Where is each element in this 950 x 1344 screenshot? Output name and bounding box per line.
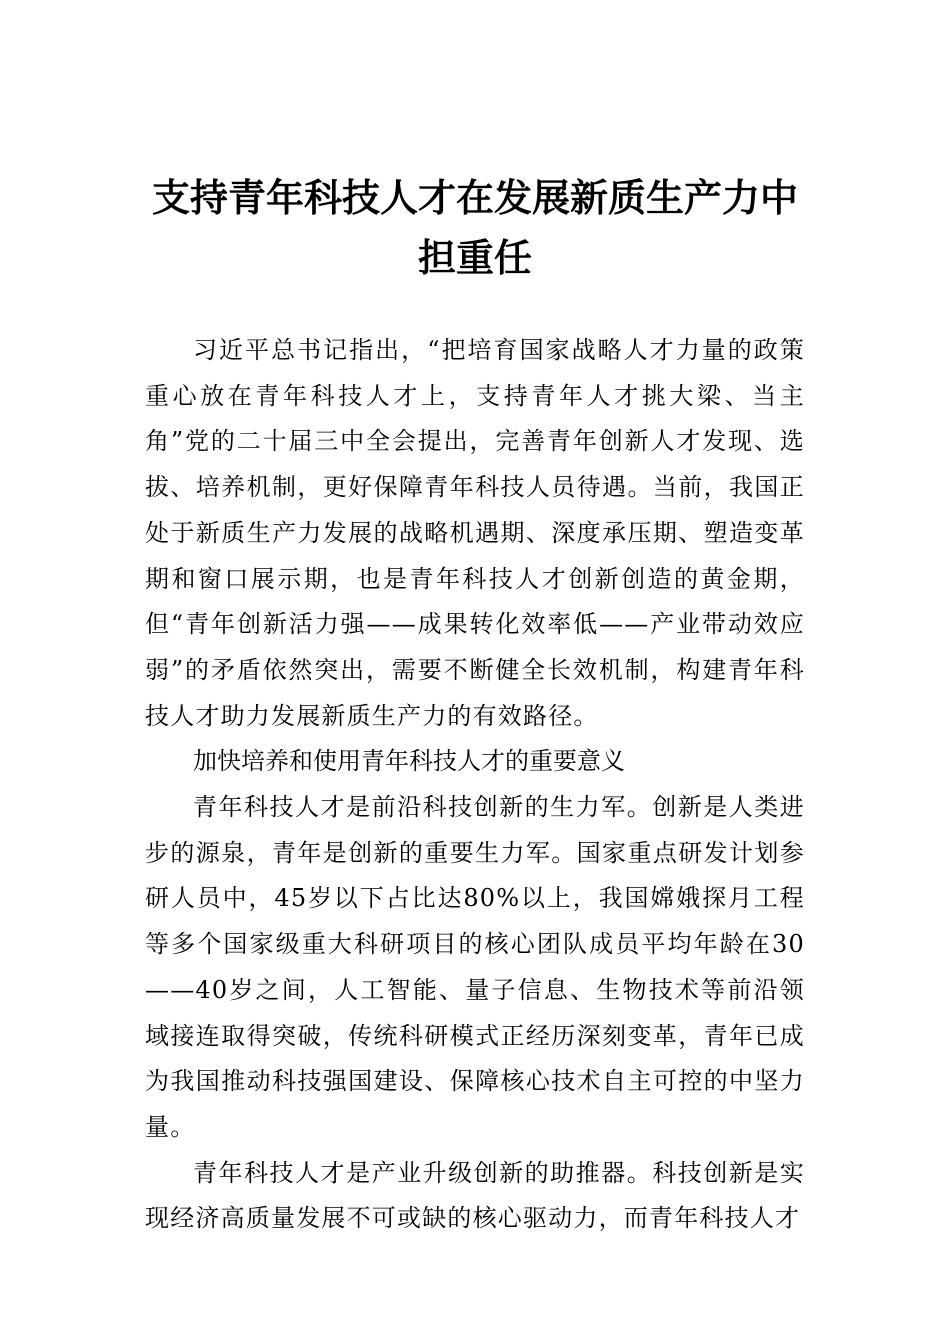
document-title: 支持青年科技人才在发展新质生产力中担重任 [151,175,798,280]
section-heading: 加快培养和使用青年科技人才的重要意义 [193,747,625,776]
paragraph-intro: 习近平总书记指出，“把培育国家战略人才力量的政策重心放在青年科技人才上，支持青年人才挑大梁、当主角”党的二十届三中全会提出，完善青年创新人才发现、选拔、培养机制，更好保障青年科技人员待遇。当前，我国正处于新质生产力发展的战略机遇期、深度承压期、塑造变革期和窗口展示期，也是青年科技人才创新创造的黄金期，但“青年创新活力强——成果转化效率低——产业带动效应弱”的矛盾依然突出，需要不断健全长效机制，构建青年科技人才助力发展新质生产力的有效路径。 [145,336,805,730]
paragraph-industry-upgrade: 青年科技人才是产业升级创新的助推器。科技创新是实现经济高质量发展不可或缺的核心驱动力，而青年科技人才 [145,1158,805,1233]
paragraph-frontier-innovation: 青年科技人才是前沿科技创新的生力军。创新是人类进步的源泉，青年是创新的重要生力军。国家重点研发计划参研人员中，45岁以下占比达80%以上，我国嫦娥探月工程等多个国家级重大科研项目的核心团队成员平均年龄在30——40岁之间，人工智能、量子信息、生物技术等前沿领域接连取得突破，传统科研模式正经历深刻变革，青年已成为我国推动科技强国建设、保障核心技术自主可控的中坚力量。 [145,793,805,1141]
document-body [145,328,805,1242]
